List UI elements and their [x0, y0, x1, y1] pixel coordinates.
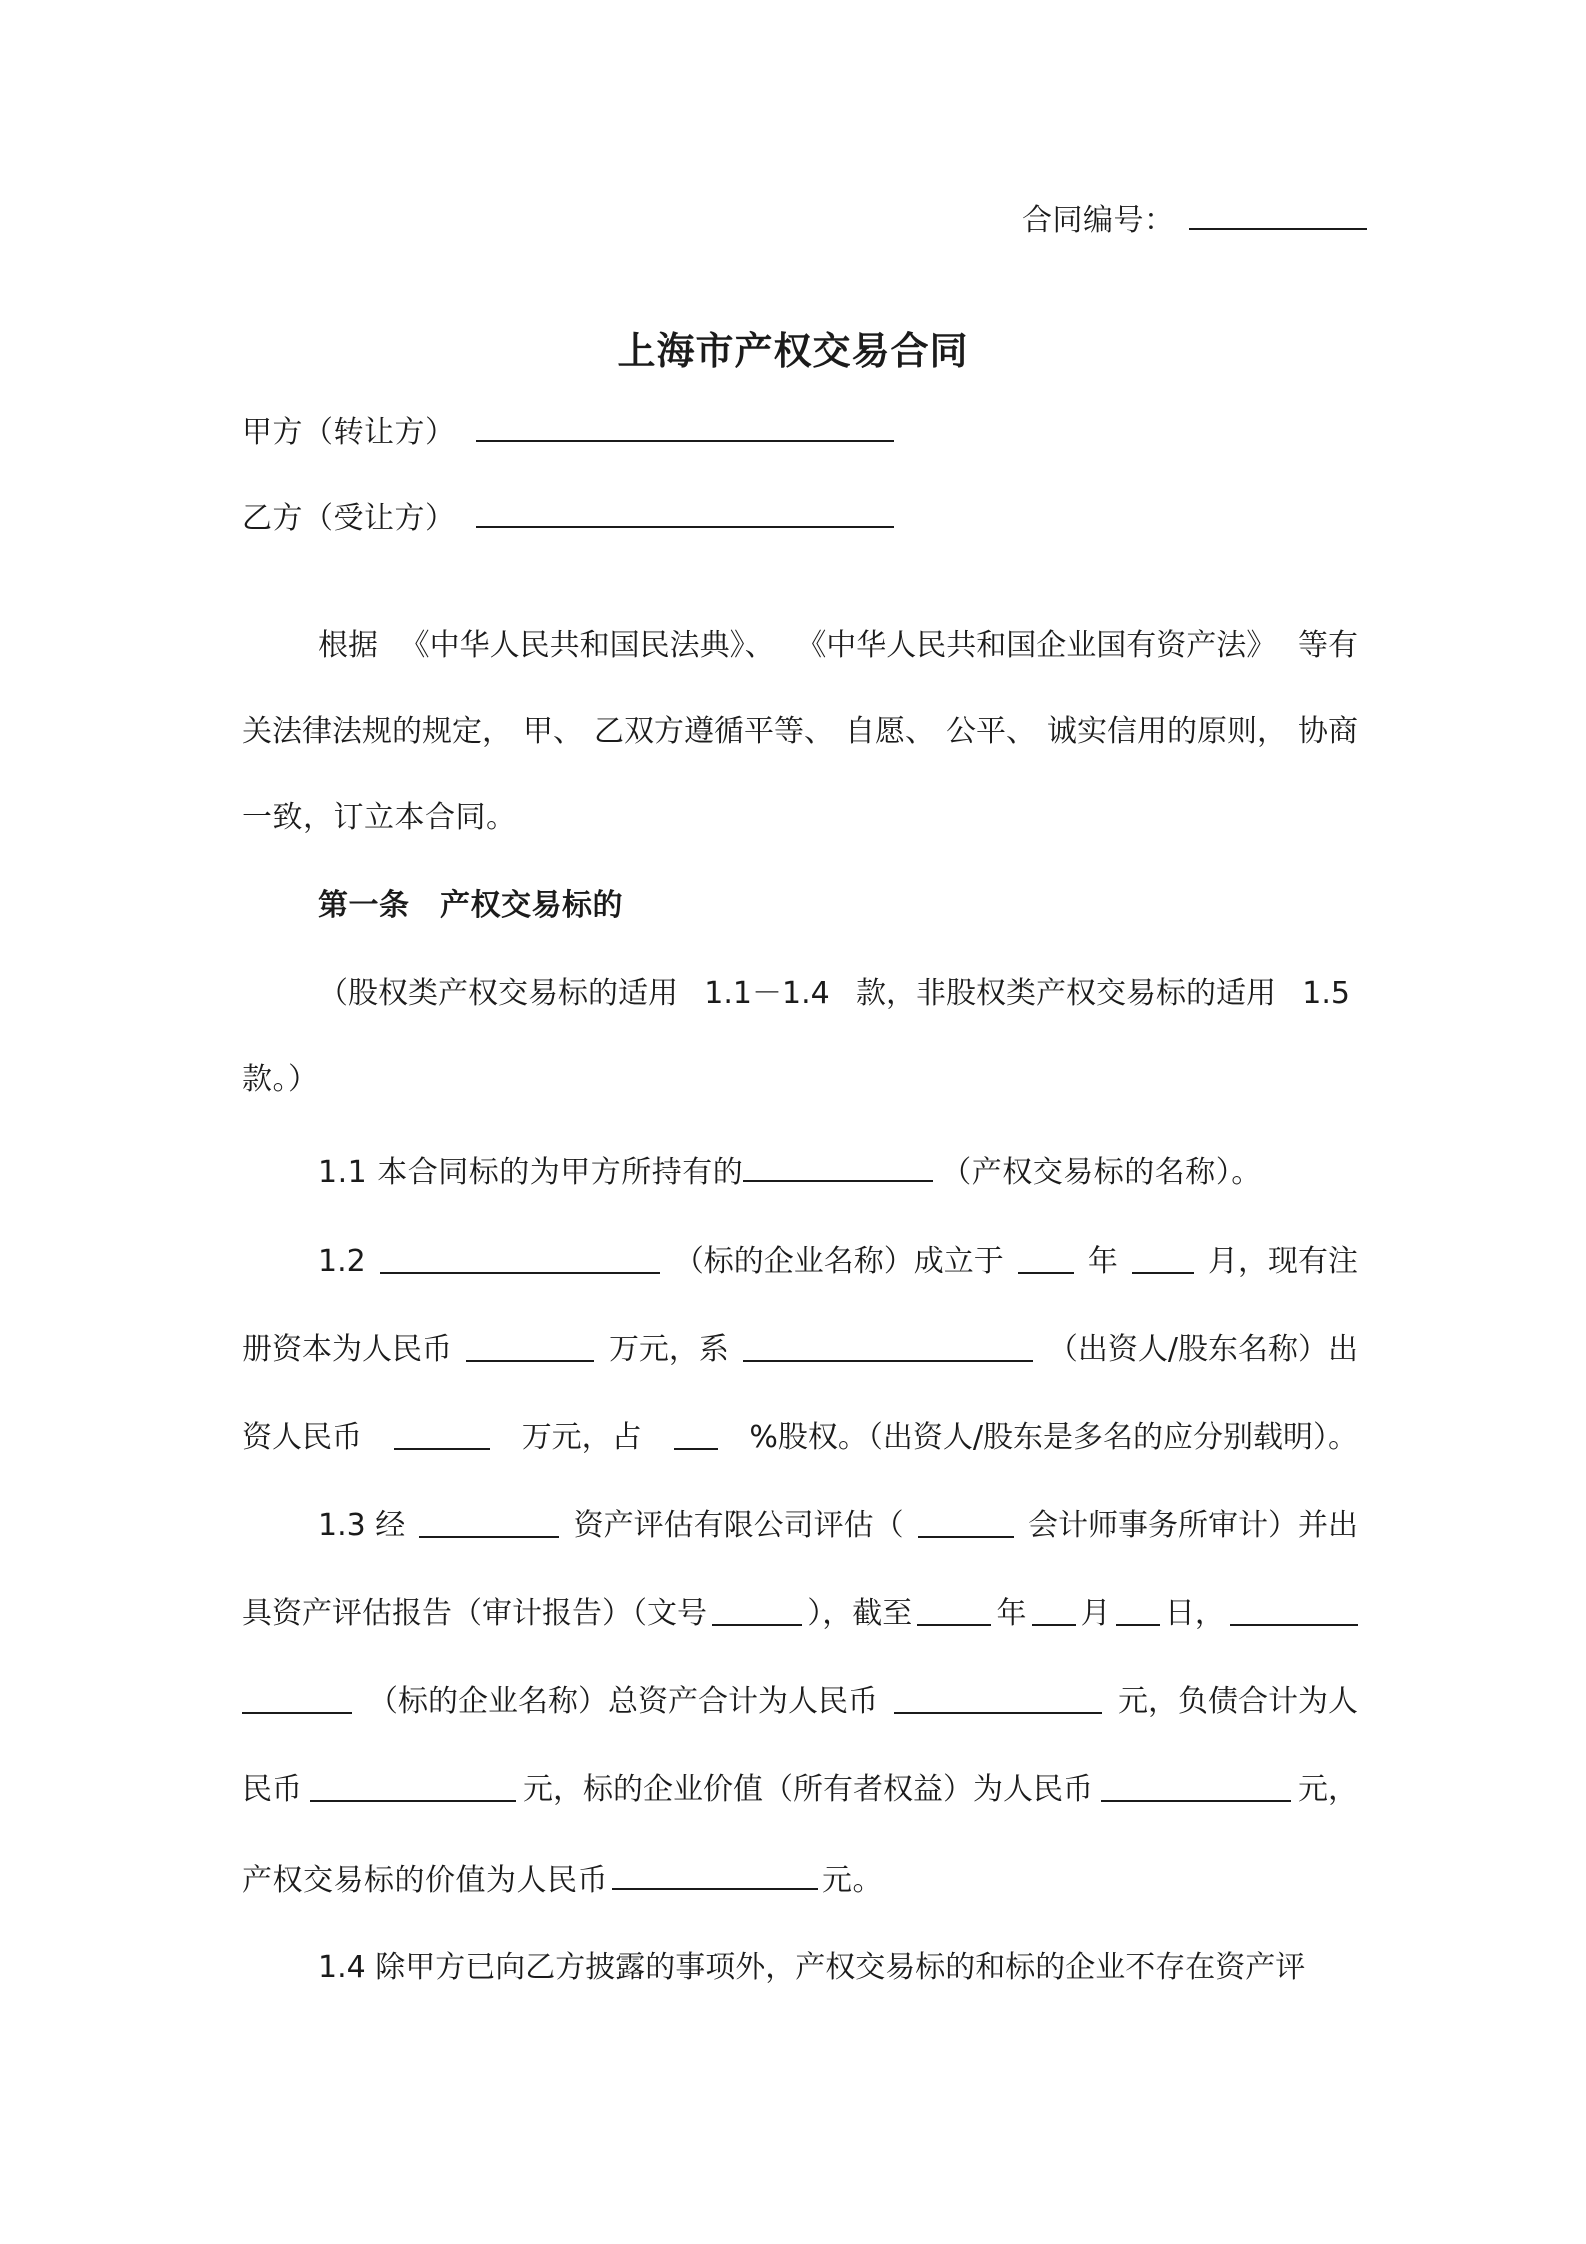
text-segment: 诚实信用的原则，	[1047, 714, 1287, 749]
text-segment: 元，标的企业价值（所有者权益）为人民币	[523, 1772, 1093, 1807]
text-segment: （标的企业名称）总资产合计为人民币	[368, 1684, 878, 1719]
text-segment: 册资本为人民币	[242, 1332, 452, 1367]
blank-field	[1018, 1242, 1074, 1274]
text-segment: 元，负债合计为人	[1118, 1684, 1358, 1719]
contract-number-label: 合同编号：	[1022, 203, 1175, 238]
text-segment: 产权交易标的价值为人民币	[242, 1863, 608, 1898]
text-segment: （标的企业名称）成立于	[673, 1244, 1004, 1279]
text-segment: 根据	[318, 628, 378, 663]
text-segment: 1.1－1.4	[704, 976, 830, 1011]
text-segment: 月	[1080, 1596, 1111, 1631]
text-segment: 自愿、	[845, 714, 935, 749]
text-segment: （出资人/股东名称）出	[1047, 1332, 1358, 1367]
text-segment: 万元，系	[608, 1332, 729, 1367]
clause-1-3-line-1	[318, 1506, 1358, 1546]
document-title: 上海市产权交易合同	[617, 329, 969, 373]
text-segment: （产权交易标的名称）。	[941, 1155, 1262, 1190]
text-segment: 资人民币	[242, 1420, 362, 1455]
text-segment: 《中华人民共和国企业国有资产法》	[796, 628, 1277, 663]
clause-1-3-line-3	[242, 1682, 1358, 1722]
clause-1-3-line-2	[242, 1594, 1358, 1634]
blank-field	[310, 1770, 516, 1802]
text-segment: 月，现有注	[1208, 1244, 1358, 1279]
blank-field	[1132, 1242, 1194, 1274]
blank-field	[394, 1418, 490, 1450]
text-segment: 关法律法规的规定，	[242, 714, 512, 749]
text-segment: 民币	[242, 1772, 302, 1807]
blank-field	[674, 1418, 718, 1450]
blank-field	[380, 1242, 660, 1274]
clause-1-4-line-1: 1.4 除甲方已向乙方披露的事项外，产权交易标的和标的企业不存在资产评	[318, 1950, 1306, 1985]
blank-field	[242, 1682, 352, 1714]
text-segment: 乙双方遵循平等、	[594, 714, 834, 749]
article-1-heading: 第一条 产权交易标的	[318, 888, 623, 923]
text-segment: 资产评估有限公司评估（	[573, 1508, 904, 1543]
text-segment: 等有	[1297, 628, 1358, 663]
blank-field	[743, 1150, 933, 1182]
preamble-line-1	[318, 626, 1358, 666]
article-1-note-line-1	[318, 974, 1350, 1014]
party-a-label: 甲方（转让方）	[242, 415, 456, 450]
party-a-blank	[476, 410, 894, 442]
contract-number-line	[1022, 198, 1367, 241]
text-segment: 1.1 本合同标的为甲方所持有的	[318, 1155, 744, 1190]
party-b-blank	[476, 496, 894, 528]
text-segment: 日，	[1164, 1596, 1225, 1631]
clause-1-2-line-1	[318, 1242, 1358, 1282]
text-segment: 甲、	[523, 714, 583, 749]
text-segment: 公平、	[946, 714, 1036, 749]
text-segment: 款，非股权类产权交易标的适用	[855, 976, 1276, 1011]
party-b-label: 乙方（受让方）	[242, 501, 456, 536]
text-segment: 协商	[1298, 714, 1358, 749]
text-segment: 元。	[822, 1863, 883, 1898]
text-segment: 1.2	[318, 1244, 366, 1279]
blank-field	[612, 1858, 818, 1890]
blank-field	[1116, 1594, 1160, 1626]
blank-field	[918, 1506, 1014, 1538]
party-b-line	[242, 496, 894, 539]
blank-field	[1230, 1594, 1358, 1626]
text-segment: 会计师事务所审计）并出	[1028, 1508, 1358, 1543]
blank-field	[894, 1682, 1102, 1714]
preamble-line-3: 一致，订立本合同。	[242, 800, 517, 835]
clause-1-3-line-4	[242, 1770, 1358, 1810]
preamble-line-2	[242, 712, 1358, 752]
text-segment: ），截至	[807, 1596, 913, 1631]
blank-field	[917, 1594, 991, 1626]
blank-field	[743, 1330, 1033, 1362]
clause-1-2-line-3	[242, 1418, 1358, 1458]
party-a-line	[242, 410, 894, 453]
text-segment: 1.3 经	[318, 1508, 406, 1543]
text-segment: 元，	[1298, 1772, 1358, 1807]
clause-1-2-line-2	[242, 1330, 1358, 1370]
text-segment: 1.5	[1302, 976, 1350, 1011]
article-1-note-line-2: 款。）	[242, 1062, 319, 1097]
text-segment: 万元，占	[521, 1420, 642, 1455]
clause-1-1	[318, 1150, 1262, 1193]
blank-field	[1032, 1594, 1076, 1626]
blank-field	[1101, 1770, 1291, 1802]
text-segment: 年	[996, 1596, 1027, 1631]
blank-field	[419, 1506, 559, 1538]
clause-1-3-line-5	[242, 1858, 883, 1901]
text-segment: 具资产评估报告（审计报告）（文号	[242, 1596, 707, 1631]
blank-field	[466, 1330, 594, 1362]
text-segment: %股权。（出资人/股东是多名的应分别载明）。	[749, 1420, 1358, 1455]
blank-field	[712, 1594, 802, 1626]
text-segment: （股权类产权交易标的适用	[318, 976, 678, 1011]
text-segment: 《中华人民共和国民法典》、	[399, 628, 775, 663]
text-segment: 年	[1087, 1244, 1118, 1279]
contract-number-blank	[1189, 198, 1367, 230]
